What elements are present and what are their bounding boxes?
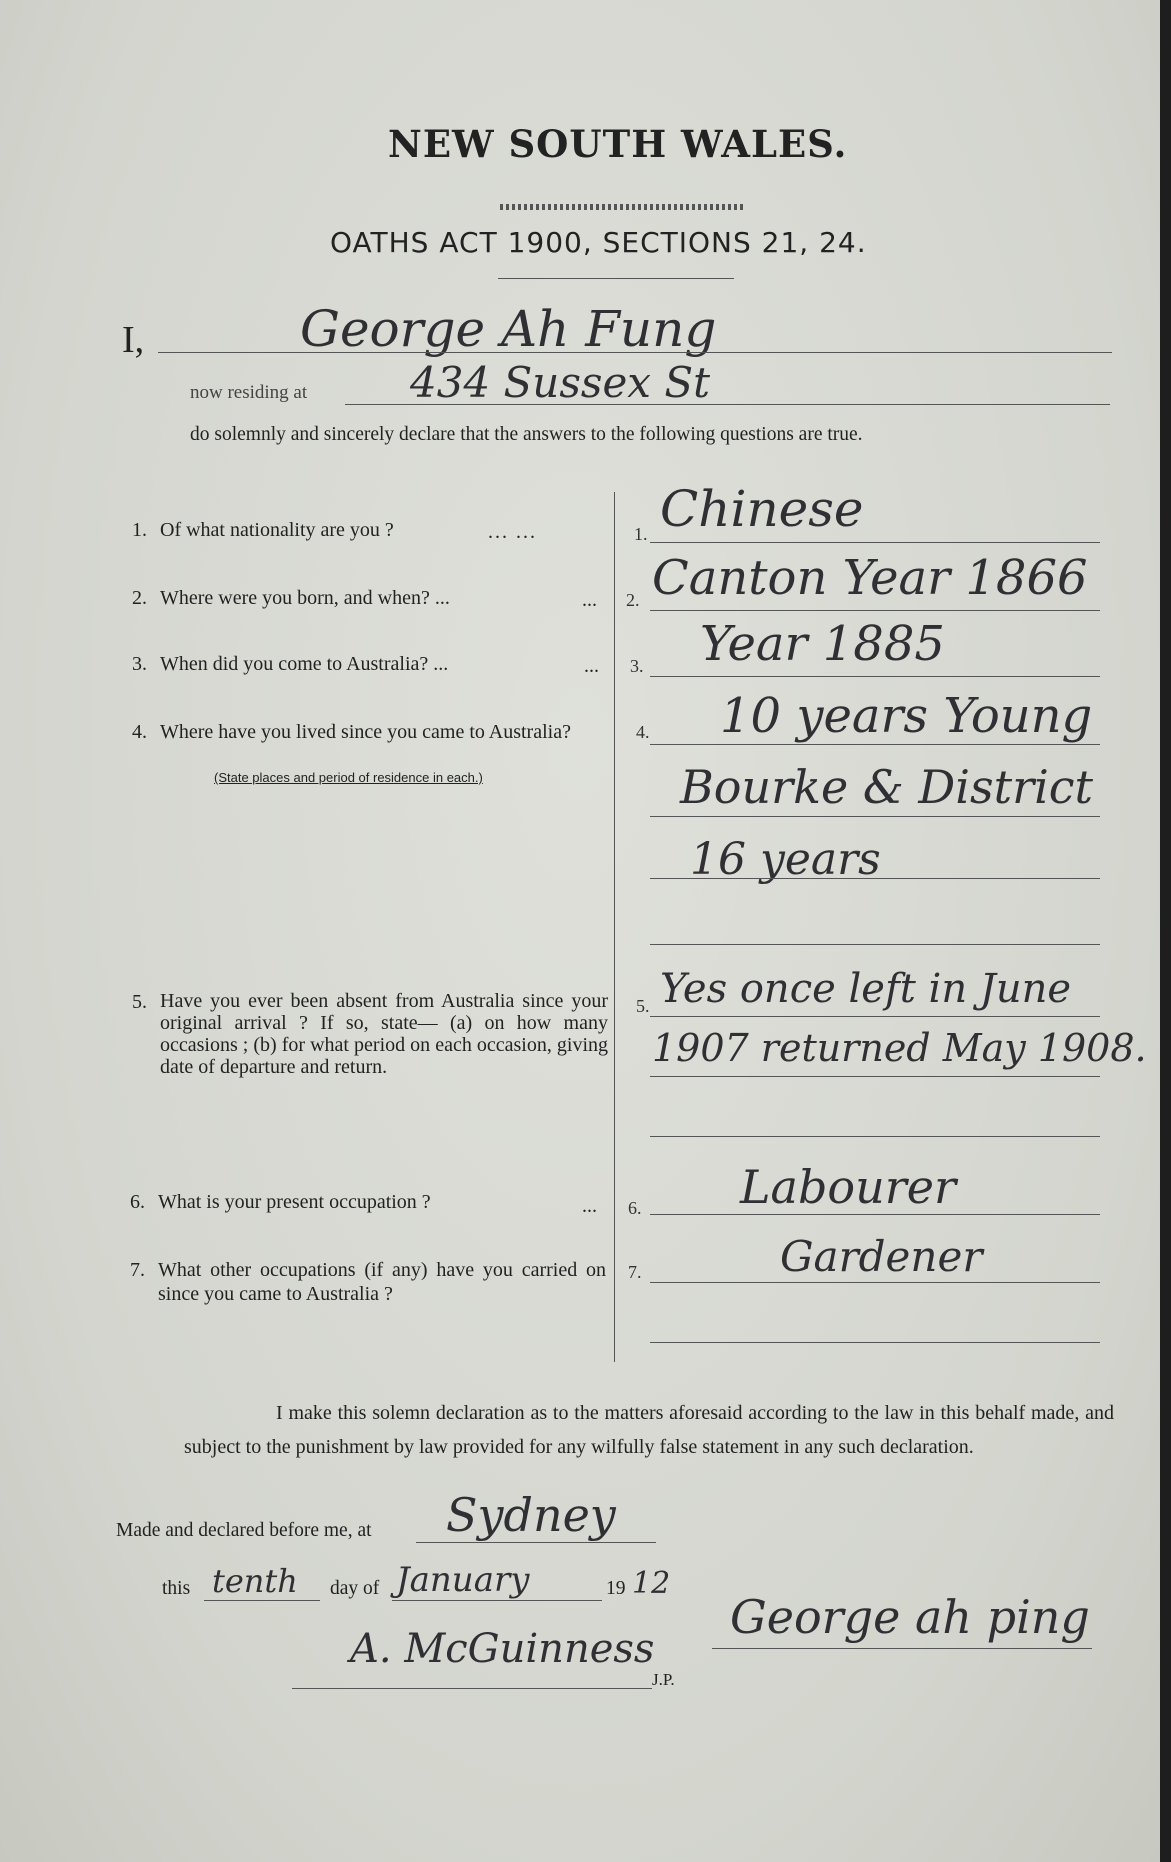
answer-2-line bbox=[650, 610, 1100, 611]
day-handwritten: tenth bbox=[212, 1562, 298, 1600]
answer-5-line1-handwritten: Yes once left in June bbox=[660, 966, 1072, 1012]
declarant-name-line bbox=[158, 352, 1112, 353]
answer-1-line bbox=[650, 542, 1100, 543]
answer-6-number: 6. bbox=[628, 1198, 642, 1218]
answer-2-handwritten: Canton Year 1866 bbox=[652, 550, 1088, 606]
question-2-number: 2. bbox=[132, 587, 147, 609]
day-of-label: day of bbox=[330, 1578, 380, 1599]
answer-5-line2-handwritten: 1907 returned May 1908. bbox=[652, 1026, 1147, 1070]
answer-3-handwritten: Year 1885 bbox=[700, 616, 945, 672]
question-6-text: What is your present occupation ? bbox=[158, 1191, 431, 1213]
question-7-text: What other occupations (if any) have you carried on since you came to Australia ? bbox=[158, 1259, 606, 1305]
question-3-text: When did you come to Australia? ... bbox=[160, 653, 449, 675]
subtitle-divider bbox=[498, 278, 734, 279]
answer-5-line1 bbox=[650, 1016, 1100, 1017]
answer-7-line2 bbox=[650, 1342, 1100, 1343]
day-line bbox=[204, 1600, 320, 1601]
question-3-number: 3. bbox=[132, 653, 147, 675]
answer-6-handwritten: Labourer bbox=[740, 1160, 956, 1214]
answer-1-handwritten: Chinese bbox=[660, 480, 864, 538]
scan-edge bbox=[1160, 0, 1171, 1862]
this-label: this bbox=[162, 1578, 191, 1599]
question-6-number: 6. bbox=[130, 1191, 145, 1213]
year-prefix: 19 bbox=[606, 1578, 626, 1599]
answer-7-handwritten: Gardener bbox=[780, 1232, 983, 1281]
column-divider bbox=[614, 492, 615, 1362]
question-3-dots: ... bbox=[584, 655, 599, 677]
month-line bbox=[392, 1600, 602, 1601]
declarant-prefix: I, bbox=[122, 319, 145, 361]
place-line bbox=[416, 1542, 656, 1543]
question-5-number: 5. bbox=[132, 991, 147, 1013]
question-4-text: Where have you lived since you came to Australia? bbox=[160, 721, 571, 743]
answer-4-line4 bbox=[650, 944, 1100, 945]
declarant-name-handwritten: George Ah Fung bbox=[300, 300, 717, 358]
question-1-text: Of what nationality are you ? bbox=[160, 519, 394, 541]
answer-4-line2 bbox=[650, 816, 1100, 817]
month-handwritten: January bbox=[396, 1560, 530, 1600]
answer-4-line2-handwritten: Bourke & District bbox=[680, 760, 1094, 814]
question-6-dots: ... bbox=[582, 1195, 597, 1217]
answer-7-line bbox=[650, 1282, 1100, 1283]
question-2-text: Where were you born, and when? ... bbox=[160, 587, 450, 609]
answer-4-line1-handwritten: 10 years Young bbox=[720, 688, 1093, 744]
question-7-number: 7. bbox=[130, 1259, 145, 1281]
question-4-number: 4. bbox=[132, 721, 147, 743]
residing-label: now residing at bbox=[190, 382, 308, 403]
year-suffix-handwritten: 12 bbox=[632, 1566, 671, 1601]
question-1-dots: ... ... bbox=[488, 521, 537, 543]
answer-5-number: 5. bbox=[636, 996, 650, 1016]
title-ornament-divider bbox=[500, 204, 744, 210]
question-4-note: (State places and period of residence in each.) bbox=[214, 770, 483, 785]
jp-signature-line bbox=[292, 1688, 652, 1689]
answer-4-line3 bbox=[650, 878, 1100, 879]
answer-2-number: 2. bbox=[626, 590, 640, 610]
answer-4-number: 4. bbox=[636, 722, 650, 742]
act-subtitle: OATHS ACT 1900, SECTIONS 21, 24. bbox=[330, 226, 867, 259]
address-line bbox=[345, 404, 1110, 405]
jp-label: J.P. bbox=[652, 1670, 675, 1689]
closing-statement: I make this solemn declaration as to the matters aforesaid according to the law in this behalf made, and subject to the punishment by law provided for any wilfully false statement in any such declaration. bbox=[184, 1402, 1114, 1458]
address-handwritten: 434 Sussex St bbox=[410, 358, 710, 407]
page-title: NEW SOUTH WALES. bbox=[388, 122, 848, 166]
question-2-dots: ... bbox=[582, 589, 597, 611]
answer-3-line bbox=[650, 676, 1100, 677]
answer-3-number: 3. bbox=[630, 656, 644, 676]
declarant-signature-line bbox=[712, 1648, 1092, 1649]
answer-4-line1 bbox=[650, 744, 1100, 745]
answer-5-line2 bbox=[650, 1076, 1100, 1077]
made-declared-label: Made and declared before me, at bbox=[116, 1520, 372, 1541]
answer-7-number: 7. bbox=[628, 1262, 642, 1282]
question-5-text: Have you ever been absent from Australia since your original arrival ? If so, state— (a) on how many occasions ; (b) for what period on each occasion, giving date of departure and return. bbox=[160, 990, 608, 1078]
place-handwritten: Sydney bbox=[446, 1488, 616, 1542]
question-1-number: 1. bbox=[132, 519, 147, 541]
answer-1-number: 1. bbox=[634, 524, 648, 544]
declarant-signature-handwritten: George ah ping bbox=[730, 1590, 1090, 1644]
answer-5-line3 bbox=[650, 1136, 1100, 1137]
jp-signature-handwritten: A. McGuinness bbox=[350, 1626, 655, 1672]
answer-6-line bbox=[650, 1214, 1100, 1215]
declaration-statement: do solemnly and sincerely declare that the answers to the following questions are true. bbox=[190, 424, 863, 445]
answer-4-line3-handwritten: 16 years bbox=[690, 834, 881, 885]
